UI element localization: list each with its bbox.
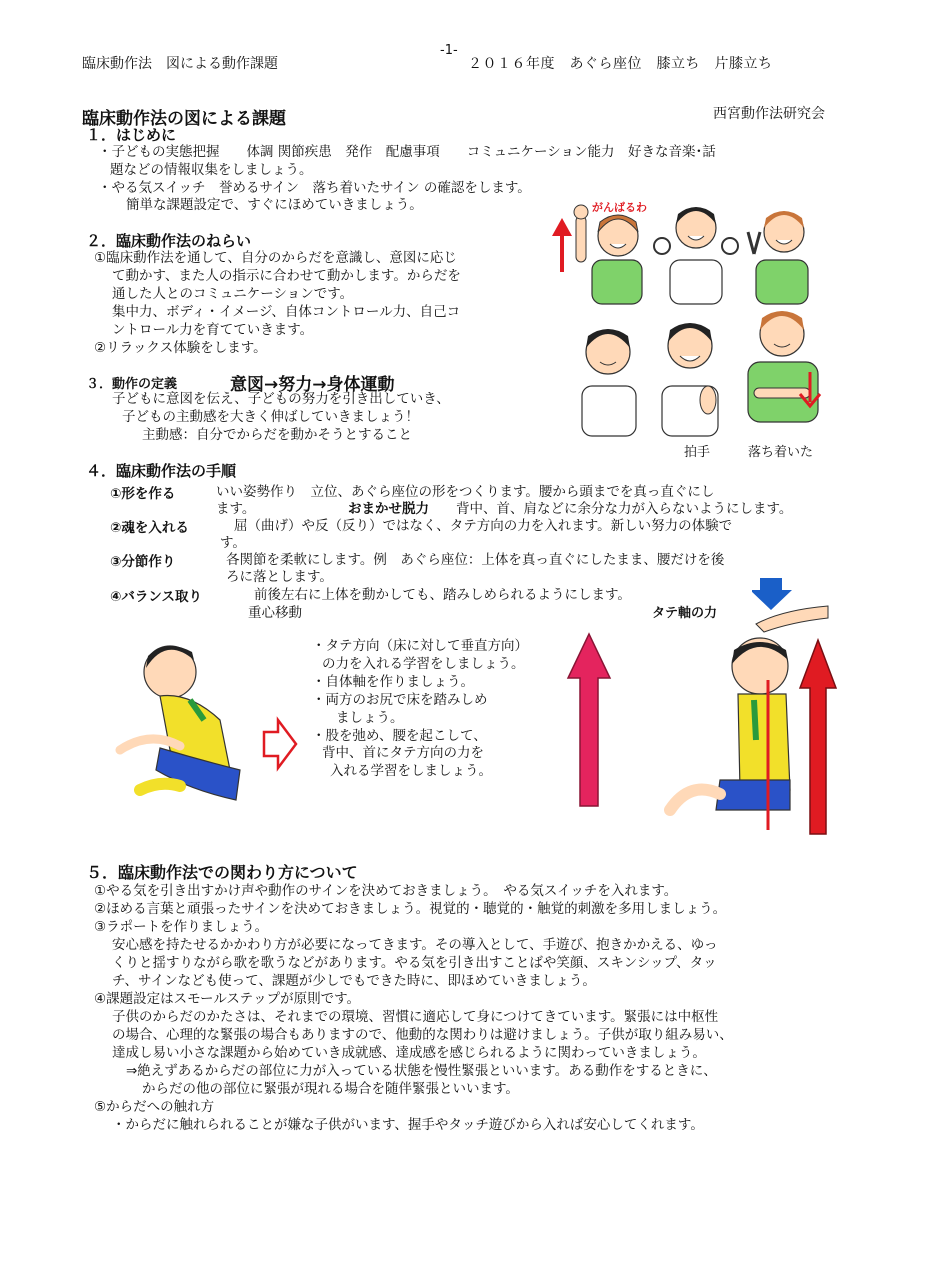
omakase-label: おまかせ脱力 bbox=[348, 501, 429, 517]
red-up-arrow-icon bbox=[798, 636, 838, 836]
bullet-line: ・タテ方向（床に対して垂直方向） bbox=[312, 638, 528, 654]
definition-formula: 意図→努力→身体運動 bbox=[230, 375, 395, 395]
org-name: 西宮動作法研究会 bbox=[713, 106, 825, 122]
blue-down-arrow-icon bbox=[752, 576, 830, 636]
header-right: ２０１６年度 あぐら座位 膝立ち 片膝立ち bbox=[468, 56, 773, 72]
s2-line: ②リラックス体験をします。 bbox=[94, 340, 267, 356]
s5-line: の場合、心理的な緊張の場合もありますので、他動的な関わりは避けましょう。子供が取り組み易い、 bbox=[112, 1027, 733, 1043]
person-girl-ganbaru bbox=[574, 205, 642, 304]
s5-line: ②ほめる言葉と頑張ったサインを決めておきましょう。視覚的・聴覚的・触覚的刺激を多用しましょう。 bbox=[94, 901, 727, 917]
s5-line: 子供のからだのかたさは、それまでの環境、習慣に適応して身につけてきています。緊張には中枢性 bbox=[112, 1009, 719, 1025]
person-boy-ok-sign bbox=[654, 207, 738, 304]
pink-up-arrow-icon bbox=[566, 630, 612, 808]
step3-label: ③分節作り bbox=[110, 554, 176, 570]
s5-line: ⑤からだへの触れ方 bbox=[94, 1099, 215, 1115]
s1-line: ・やる気スイッチ 誉めるサイン 落ち着いたサイン の確認をします。 bbox=[98, 180, 531, 196]
bullet-line: ・自体軸を作りましょう。 bbox=[312, 674, 474, 690]
caption-clap: 拍手 bbox=[684, 445, 711, 460]
s5-line: ・からだに触れられることが嫌な子供がいます、握手やタッチ遊びから入れば安心してくれます。 bbox=[112, 1117, 704, 1133]
bullet-line: の力を入れる学習をしましょう。 bbox=[322, 656, 525, 672]
step2-text: 屈（曲げ）や反（反り）ではなく、タテ方向の力を入れます。新しい努力の体験で bbox=[234, 518, 733, 534]
s2-line: 通した人とのコミュニケーションです。 bbox=[112, 286, 354, 302]
section1-heading: １．はじめに bbox=[86, 126, 177, 144]
s3-line: 子どもの主動感を大きく伸ばしていきましょう！ bbox=[122, 409, 419, 425]
page-number: -1- bbox=[440, 43, 458, 58]
person-girl-v-sign bbox=[748, 211, 808, 304]
bullet-line: ましょう。 bbox=[336, 710, 404, 726]
s5-line: ④課題設定はスモールステップが原則です。 bbox=[94, 991, 361, 1007]
step2-text: す。 bbox=[220, 535, 246, 551]
s5-line: 安心感を持たせるかかわり方が必要になってきます。その導入として、手遊び、抱きかかえる、ゆっ bbox=[112, 937, 718, 953]
s5-line: からだの他の部位に緊張が現れる場合を随伴緊張といいます。 bbox=[142, 1081, 519, 1097]
person-boy-standing bbox=[582, 329, 636, 436]
doc-title: 臨床動作法の図による課題 bbox=[82, 109, 286, 129]
s1-line: 簡単な課題設定で、すぐにほめていきましょう。 bbox=[126, 197, 423, 213]
caption-calm: 落ち着いた bbox=[748, 445, 814, 460]
up-arrow-icon bbox=[552, 218, 572, 272]
bullet-line: 入れる学習をしましょう。 bbox=[330, 763, 492, 779]
section3-heading: ３．動作の定義 bbox=[86, 377, 178, 392]
s3-line: 主動感：自分でからだを動かそうとすること bbox=[142, 427, 412, 443]
right-arrow-icon bbox=[262, 716, 298, 772]
s5-line: ③ラポートを作りましょう。 bbox=[94, 919, 269, 935]
step3-text: 各関節を柔軟にします。例 あぐら座位：上体を真っ直ぐにしたまま、腰だけを後 bbox=[226, 552, 725, 568]
s5-line: ①やる気を引き出すかけ声や動作のサインを決めておきましょう。 やる気スイッチを入れます。 bbox=[94, 883, 678, 899]
s1-line: 題などの情報収集をしましょう。 bbox=[110, 162, 313, 178]
step1-text: 背中、首、肩などに余分な力が入らないようにします。 bbox=[456, 501, 793, 517]
sitting-boy-slumped bbox=[100, 630, 250, 820]
sitting-boy-upright bbox=[660, 630, 800, 835]
step1-text: ます。 bbox=[216, 501, 256, 517]
header-left: 臨床動作法 図による動作課題 bbox=[82, 56, 278, 72]
person-boy-clapping bbox=[662, 323, 718, 436]
s5-line: 達成し易い小さな課題から始めていき成就感、達成感を感じられるように関わっていきましょう。 bbox=[112, 1045, 706, 1061]
person-girl-calm bbox=[748, 311, 818, 422]
s2-line: て動かす、また人の指示に合わせて動かします。からだを bbox=[112, 268, 461, 284]
bullet-line: ・股を弛め、腰を起こして、 bbox=[312, 728, 487, 744]
s5-line: くりと揺すりながら歌を歌うなどがあります。やる気を引き出すことばや笑顔、スキンシップ、タッ bbox=[112, 955, 717, 971]
bullet-line: 背中、首にタテ方向の力を bbox=[322, 745, 484, 761]
section5-heading: ５．臨床動作法での関わり方について bbox=[86, 863, 358, 882]
step4-text: 重心移動 bbox=[248, 605, 302, 621]
step1-text: いい姿勢作り 立位、あぐら座位の形をつくります。腰から頭までを真っ直ぐにし bbox=[216, 484, 715, 500]
s2-line: ①臨床動作法を通して、自分のからだを意識し、意図に応じ bbox=[94, 250, 457, 266]
section4-heading: ４．臨床動作法の手順 bbox=[86, 462, 237, 480]
s5-line: チ、サインなども使って、課題が少しでもできた時に、即ほめていきましょう。 bbox=[112, 973, 596, 989]
s2-line: ントロール力を育てていきます。 bbox=[112, 322, 314, 338]
bullet-line: ・両方のお尻で床を踏みしめ bbox=[312, 692, 488, 708]
s1-line: ・子どもの実態把握 体調 関節疾患 発作 配慮事項 コミュニケーション能力 好きな音楽･話 bbox=[98, 144, 716, 160]
s5-line: ⇒絶えずあるからだの部位に力が入っている状態を慢性緊張といいます。ある動作をするときに、 bbox=[126, 1063, 717, 1079]
step3-text: ろに落とします。 bbox=[226, 569, 333, 585]
s2-line: 集中力、ボディ・イメージ、自体コントロール力、自己コ bbox=[112, 304, 461, 320]
tate-label: タテ軸の力 bbox=[652, 606, 718, 621]
step2-label: ②魂を入れる bbox=[110, 520, 189, 536]
ganbaru-label: がんばるわ bbox=[592, 201, 647, 214]
step1-label: ①形を作る bbox=[110, 486, 176, 502]
sign-illustrations bbox=[548, 192, 838, 457]
step4-text: 前後左右に上体を動かしても、踏みしめられるようにします。 bbox=[254, 587, 631, 603]
s3-line: 子どもに意図を伝え、子どもの努力を引き出していき、 bbox=[112, 391, 450, 407]
step4-label: ④バランス取り bbox=[110, 589, 203, 605]
section2-heading: ２．臨床動作法のねらい bbox=[86, 232, 252, 250]
